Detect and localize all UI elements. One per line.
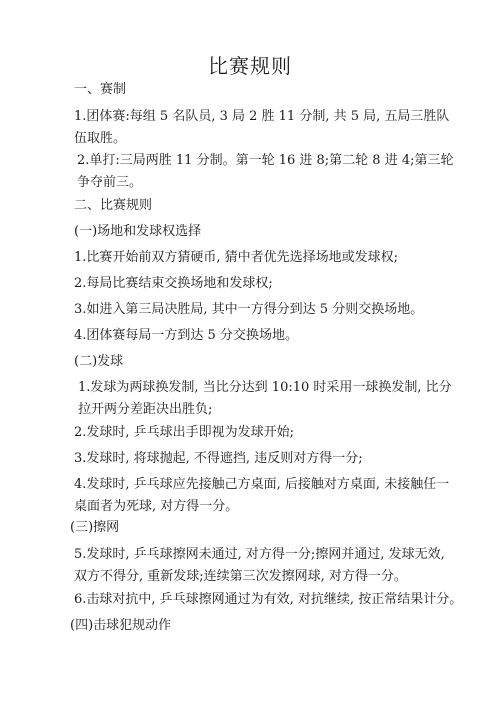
paragraph-bounce: 4.发球时, 乒乓球应先接触己方桌面, 后接触对方桌面, 未接触任一桌面者为死球, 对方得一分。 <box>74 477 450 514</box>
paragraph-team-switch: 4.团体赛每局一方到达 5 分交换场地。 <box>74 328 298 343</box>
section-heading-format: 一、赛制 <box>74 82 127 97</box>
paragraph-rally-let: 6.击球对抗中, 乒乓球擦网通过为有效, 对抗继续, 按正常结果计分。 <box>74 592 463 607</box>
paragraph-switch-sides: 2.每局比赛结束交换场地和发球权; <box>74 276 273 291</box>
paragraph-team-format: 1.团体赛:每组 5 名队员, 3 局 2 胜 11 分制, 共 5 局, 五局三胜队伍取胜。 <box>74 109 450 146</box>
subheading-court-serve: (一)场地和发球权选择 <box>74 224 202 239</box>
subheading-serve: (二)发球 <box>74 354 124 369</box>
paragraph-serve-let: 5.发球时, 乒乓球擦网未通过, 对方得一分;擦网并通过, 发球无效, 双方不得分, 重新发球;连续第三次发擦网球, 对方得一分。 <box>74 547 445 584</box>
subheading-let: (三)擦网 <box>70 520 120 535</box>
section-heading-rules: 二、比赛规则 <box>74 198 153 213</box>
paragraph-coin-toss: 1.比赛开始前双方猜硬币, 猜中者优先选择场地或发球权; <box>74 250 399 265</box>
subheading-fouls: (四)击球犯规动作 <box>70 618 172 633</box>
paragraph-serve-alternation: 1.发球为两球换发制, 当比分达到 10:10 时采用一球换发制, 比分拉开两分差距决出胜负; <box>78 380 452 417</box>
paragraph-decider: 3.如进入第三局决胜局, 其中一方得分到达 5 分则交换场地。 <box>74 302 424 317</box>
paragraph-toss-ball: 3.发球时, 将球抛起, 不得遮挡, 违反则对方得一分; <box>74 451 363 466</box>
document-title: 比赛规则 <box>208 54 292 78</box>
paragraph-serve-start: 2.发球时, 乒乓球出手即视为发球开始; <box>74 425 295 440</box>
paragraph-singles-format: 2.单打:三局两胜 11 分制。第一轮 16 进 8;第二轮 8 进 4;第三轮争夺前三。 <box>77 153 454 190</box>
